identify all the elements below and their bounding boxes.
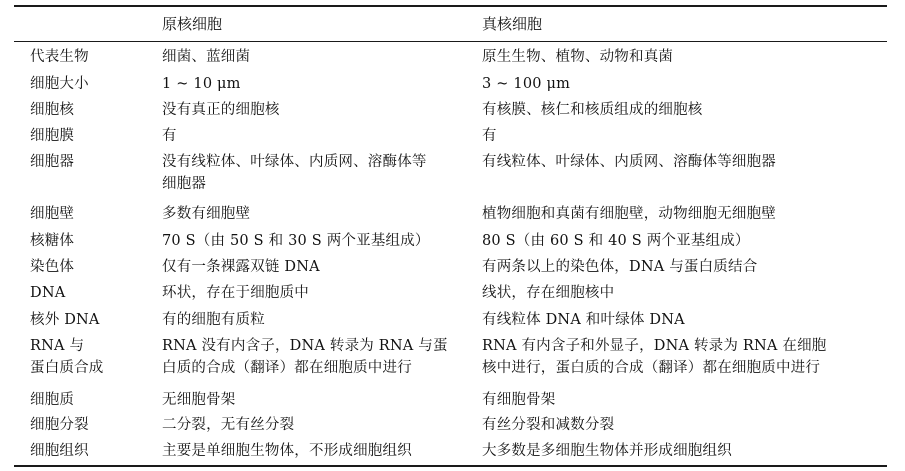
cell-line: 有细胞骨架 [482,392,556,408]
row-label [30,335,104,379]
eukaryote-cell [482,256,757,278]
row-label [30,309,100,331]
prokaryote-cell [162,125,177,147]
row-label [30,73,89,95]
cell-line: 有 [162,128,177,144]
row-label [30,414,89,436]
cell-line: 线状，存在细胞核中 [482,285,615,301]
prokaryote-cell [162,309,265,331]
cell-line: 有的细胞有质粒 [162,312,265,328]
eukaryote-cell [482,335,826,379]
cell-line: 多数有细胞壁 [162,206,251,222]
cell-line: 没有线粒体、叶绿体、内质网、溶酶体等 [162,154,427,170]
cell-line: 细胞核 [30,102,75,118]
prokaryote-cell [162,46,250,68]
prokaryote-cell [162,230,430,252]
cell-line: 有核膜、核仁和核质组成的细胞核 [482,102,703,118]
cell-line: 80 S（由 60 S 和 40 S 两个亚基组成） [482,233,750,249]
cell-line: 细胞大小 [30,76,89,92]
row-label [30,230,74,252]
row-label [30,256,74,278]
eukaryote-cell [482,46,673,68]
cell-line: 仅有一条裸露双链 DNA [162,259,320,275]
prokaryote-cell [162,440,412,462]
cell-line: 细胞组织 [30,443,89,459]
cell-line: 70 S（由 50 S 和 30 S 两个亚基组成） [162,233,430,249]
row-label [30,203,74,225]
prokaryote-cell [162,203,250,225]
cell-line: 蛋白质合成 [30,360,104,376]
cell-line: 细胞器 [162,176,207,192]
prokaryote-cell [162,256,320,278]
cell-line: 细胞膜 [30,128,75,144]
eukaryote-cell [482,151,776,173]
cell-line: RNA 有内含子和外显子，DNA 转录为 RNA 在细胞 [482,338,827,354]
cell-line: 白质的合成（翻译）都在细胞质中进行 [162,360,412,376]
cell-line: 主要是单细胞生物体，不形成细胞组织 [162,443,412,459]
row-label [30,440,89,462]
prokaryote-cell [162,282,309,304]
table-header-rule [14,41,887,42]
prokaryote-cell [162,73,241,95]
cell-line: 代表生物 [30,49,89,65]
row-label [30,389,74,411]
cell-line: 无细胞骨架 [162,392,236,408]
eukaryote-cell [482,282,614,304]
cell-line: RNA 与 [30,338,85,354]
cell-line: DNA [30,285,66,301]
eukaryote-cell [482,440,732,462]
eukaryote-cell [482,389,556,411]
eukaryote-cell [482,203,776,225]
cell-line: 细胞质 [30,392,75,408]
table-bottom-rule [14,465,887,467]
cell-line: RNA 没有内含子，DNA 转录为 RNA 与蛋 [162,338,448,354]
eukaryote-cell [482,230,750,252]
cell-line: 二分裂，无有丝分裂 [162,417,295,433]
cell-line: 环状，存在于细胞质中 [162,285,309,301]
cell-line: 核中进行，蛋白质的合成（翻译）都在细胞质中进行 [482,360,821,376]
cell-line: 细菌、蓝细菌 [162,49,251,65]
eukaryote-cell [482,309,685,331]
cell-line: 核外 DNA [30,312,100,328]
table-top-rule [14,5,887,7]
eukaryote-cell [482,99,703,121]
eukaryote-cell [482,414,614,436]
row-label [30,282,65,304]
header-prokaryote: 原核细胞 [162,15,223,33]
header-eukaryote: 真核细胞 [482,15,543,33]
cell-line: 植物细胞和真菌有细胞壁，动物细胞无细胞壁 [482,206,776,222]
prokaryote-cell [162,151,427,195]
cell-line: 细胞分裂 [30,417,89,433]
cell-line: 细胞器 [30,154,75,170]
cell-line: 有线粒体 DNA 和叶绿体 DNA [482,312,685,328]
prokaryote-cell [162,389,236,411]
cell-line: 细胞壁 [30,206,75,222]
cell-line: 有两条以上的染色体，DNA 与蛋白质结合 [482,259,758,275]
cell-line: 3 ~ 100 μm [482,76,571,92]
cell-line: 有线粒体、叶绿体、内质网、溶酶体等细胞器 [482,154,776,170]
cell-line: 1 ~ 10 μm [162,76,241,92]
cell-line: 有丝分裂和减数分裂 [482,417,615,433]
row-label [30,46,89,68]
eukaryote-cell [482,125,497,147]
prokaryote-cell [162,335,448,379]
cell-line: 大多数是多细胞生物体并形成细胞组织 [482,443,732,459]
prokaryote-cell [162,414,294,436]
cell-line: 原生生物、植物、动物和真菌 [482,49,674,65]
cell-line: 核糖体 [30,233,75,249]
prokaryote-cell [162,99,280,121]
row-label [30,99,74,121]
row-label [30,125,74,147]
cell-line: 染色体 [30,259,75,275]
eukaryote-cell [482,73,570,95]
cell-line: 没有真正的细胞核 [162,102,280,118]
cell-line: 有 [482,128,497,144]
row-label [30,151,74,173]
